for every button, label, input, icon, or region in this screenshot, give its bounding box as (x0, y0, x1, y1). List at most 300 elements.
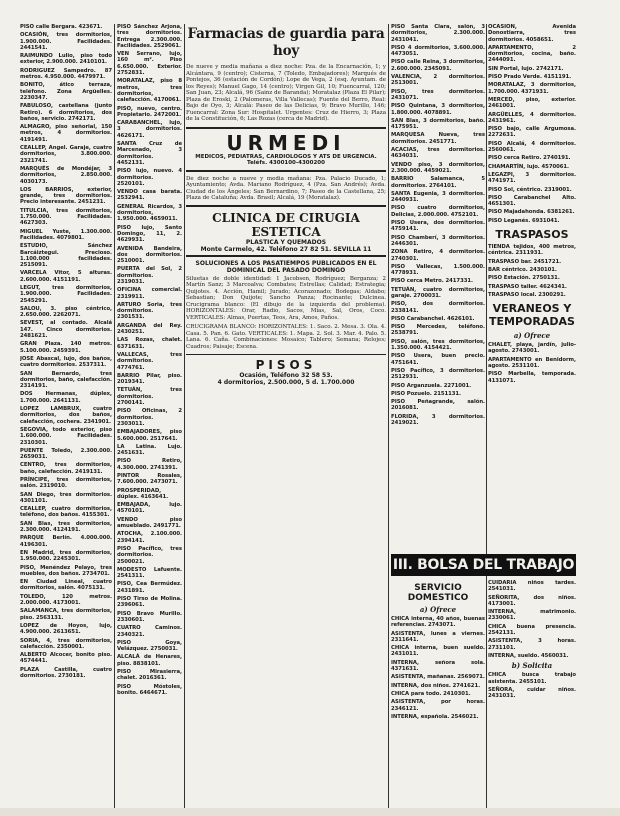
classified-ad (488, 609, 576, 622)
classified-ad (488, 97, 576, 110)
classified-ad (391, 399, 485, 412)
ad-keyword: LOPEZ de Hoyos, lujo, 4.900.000. 2613651. (20, 622, 112, 636)
classified-ad (117, 625, 182, 638)
classified-ad (117, 488, 182, 501)
ad-keyword: SIN Portal, lujo. 2742171. (488, 65, 564, 72)
classified-ad (391, 691, 485, 697)
ad-keyword: PISO 4 dormitorios, 3.600.000. 4473051. (391, 44, 485, 58)
ad-keyword: SORIA, 4, tres dormitorios, calefacción. 2350001. (20, 637, 112, 650)
ad-keyword: SAN Bernardo, tres dormitorios, baño, calefacción. 2314191. (20, 370, 112, 390)
ad-keyword: PISO cerca Retiro. 2740191. (488, 155, 571, 162)
classified-column-4 (391, 24, 485, 548)
ad-keyword: LOS BARRIOS, exterior, grande, tres dormitorios. Precio interesante. 2451231. (20, 186, 112, 206)
classified-ad (391, 249, 485, 262)
classified-ad (391, 132, 485, 145)
ad-keyword: TITULCIA, tres dormitorios, 1.750.000. Facilidades. 4627303. (20, 207, 112, 227)
ad-keyword: TIENDA tejidos, 400 metros, céntrica. 2311931. (488, 244, 576, 257)
ad-keyword: APARTAMENTO, 2 dormitorios, cocina, baño. 2444091. (488, 44, 576, 64)
ad-keyword: GENERAL Ricardos, 3 dormitorios, 1.950.000. 4659011. (117, 203, 182, 223)
ad-keyword: SAN Diego, tres dormitorios. 4301101. (20, 491, 112, 504)
ad-keyword: ALCALÁ de Henares, piso. 8838101. (117, 654, 182, 667)
classified-ad (488, 292, 576, 298)
classified-ad (488, 45, 576, 64)
classified-ad (117, 502, 182, 515)
classified-ad (117, 429, 182, 442)
classified-ad (391, 235, 485, 248)
ad-keyword: TRASPASO local. 2300291. (488, 291, 566, 298)
classified-ad (20, 579, 112, 592)
ad-keyword: OCASIÓN, tres dormitorios, 1.900.000. Facilidades. 2441541. (20, 32, 112, 51)
ad-keyword: CENTRO, tres dormitorios, baño, calefacción. 2419131. (20, 462, 112, 475)
classified-ad (20, 243, 112, 268)
ad-keyword: PISO cuatro dormitorios, Delicias, 2.000.000. 4752101. (391, 205, 485, 218)
urmedi-subtitle: MEDICOS, PEDIATRAS, CARDIOLOGOS Y ATS DE URGENCIA. Teléfs. 4300100-4300200 (195, 153, 377, 167)
classified-ad (20, 427, 112, 446)
classified-ad (117, 225, 182, 244)
ad-keyword: EMBAJADORES, piso 5.600.000. 2517641. (117, 429, 182, 442)
ad-keyword: FABULOSO, castellana (junto Retiro). 6 dormitorios, dos baños, servicio. 2742171. (20, 103, 112, 122)
ad-keyword: SALAMANCA, tres dormitorios, piso. 2563131. (20, 608, 112, 621)
servicio-column-2 (488, 580, 576, 808)
classified-ad (488, 595, 576, 608)
classified-ad (117, 141, 182, 166)
ad-keyword: ALBERTO Alcocer, bonito piso. 4574441. (20, 652, 112, 665)
classified-ad (117, 408, 182, 427)
ad-keyword: TOLEDO, 120 metros. 2.000.000. 4173001. (20, 593, 112, 607)
classified-ad (488, 218, 576, 224)
classified-ad (488, 638, 576, 651)
servicio-list-2 (488, 580, 576, 659)
ad-keyword: RODRIGUEZ Sampedro. 87 metros. 4.950.000. 4479971. (20, 67, 112, 81)
ad-keyword: MERCED, piso, exterior. 2461001. (488, 96, 576, 110)
ad-keyword: CHAMARTÍN, lujo. 4570061. (488, 163, 569, 170)
classified-ad (117, 204, 182, 223)
classified-ad (117, 444, 182, 457)
servicio-title: SERVICIO DOMESTICO (407, 583, 469, 603)
ad-keyword: BONITO, ático terraza, teléfono. Zona Argüelles. 2230347. (20, 82, 112, 101)
ad-keyword: PISO Santa Clara, salón, 3 dormitorios, 2.300.000. 2431041. (391, 24, 485, 43)
ad-keyword: LEGAZPI, 3 dormitorios. 4741971. (488, 171, 576, 185)
ad-keyword: ATOCHA, 2.100.000. 2394141. (117, 531, 182, 544)
ad-keyword: PISO, dos dormitorios. 2338141. (391, 301, 485, 314)
urmedi-title: URMEDI (226, 130, 346, 155)
classified-ad (20, 462, 112, 475)
ad-keyword: PISO Usera, dos dormitorios. 4759141. (391, 220, 485, 233)
classified-ad (117, 287, 182, 300)
veraneos-title: VERANEOS Y TEMPORADAS (489, 302, 575, 329)
ad-keyword: CHICA busca trabajo asistenta. 2455101. (488, 672, 576, 685)
classified-ad (117, 640, 182, 653)
classified-ad (117, 669, 182, 682)
classified-ad (117, 684, 182, 697)
ad-keyword: VEN Serrano, lujo, 160 m². Piso 6.650.000. Exterior. 2752831. (117, 51, 182, 77)
classified-ad (488, 24, 576, 43)
ad-keyword: PISO calle Reina, 3 dormitorios, 2.600.000. 2345091. (391, 59, 485, 72)
clinic-ad (186, 205, 386, 257)
classified-ad (117, 352, 182, 371)
veraneos-list (488, 342, 576, 384)
column-rule (184, 24, 185, 808)
classified-ad (488, 66, 576, 72)
classified-ad (117, 387, 182, 406)
classified-ad (20, 356, 112, 369)
ad-keyword: PISO, tres dormitorios. 2431071. (391, 88, 485, 101)
ad-keyword: ALMAGRO, piso señorial, 150 metros, 4 dormitorios. 4191491. (20, 124, 112, 143)
classified-ad (391, 645, 485, 658)
classified-ad (488, 653, 576, 659)
ad-keyword: PROSPERIDAD, dúplex. 4163641. (117, 487, 169, 500)
classified-ad (488, 259, 576, 265)
ad-keyword: CHICA interna, 40 años, buenas referencias. 2743071. (391, 616, 485, 629)
urmedi-text: De diez noche a nueve y media mañana: Pza. Palacio Ducado, 1; Ayuntamiento; Avda. Mariano Rodríguez, 4 (Pza. San Andrés); Avda. Ciudad de los Ángeles; San Bernardino, 7; Paseo de la Castellana, 25; Plaza de Cataluña; Avda. Brasil; Alcalá, 19 (Moratalaz). (186, 175, 386, 202)
classified-ad (20, 187, 112, 206)
classified-ad (391, 176, 485, 189)
classified-ad (391, 162, 485, 175)
ad-keyword: PISO Vallecas, 1.500.000. 4778931. (391, 263, 485, 277)
ad-keyword: LOPEZ LAMBRUX, cuatro dormitorios, dos baños, calefacción, cochera. 2341901. (20, 406, 112, 425)
classified-ad (117, 51, 182, 76)
ad-keyword: BAR céntrico. 2430101. (488, 266, 557, 273)
classified-ad (391, 278, 485, 284)
classified-ad (391, 353, 485, 366)
ad-keyword: SEGOVIA, todo exterior, piso 1.600.000. Facilidades. 2310301. (20, 426, 112, 446)
ad-keyword: LA Latina. Lujo. 2451631. (117, 443, 182, 457)
ad-keyword: INTERNA, sueldo. 4560031. (488, 652, 569, 659)
classified-ad (391, 205, 485, 218)
classified-ad (117, 246, 182, 265)
classified-ad (20, 166, 112, 185)
ad-keyword: PISO Alcalá, 4 dormitorios. 2560061. (488, 140, 576, 154)
column-rule (388, 24, 389, 808)
pisos-line-2: 4 dormitorios, 2.500.000, 5 d. 1.700.000 (217, 379, 355, 387)
servicio-list (391, 616, 485, 720)
pisos-title: PISOS (186, 354, 386, 372)
ad-keyword: SEÑORITA, dos niños. 4173001. (488, 594, 576, 607)
ad-keyword: PISO Sol, céntrico. 2319001. (488, 186, 572, 193)
classified-ad (391, 391, 485, 397)
classified-ad (391, 383, 485, 389)
classified-ad (488, 172, 576, 185)
classified-ad (117, 596, 182, 609)
ad-keyword: LEGUT, tres dormitorios, 1.900.000. Facilidades. 2545291. (20, 284, 112, 304)
ad-keyword: PISO Móstoles, bonito. 6464671. (117, 683, 182, 696)
ad-keyword: MIGUEL Yuste, 1.300.000. Facilidades. 4079801. (20, 228, 112, 241)
ad-keyword: CHALET, playa, jardín, julio-agosto. 2743001. (488, 342, 576, 355)
classified-ad (391, 118, 485, 131)
classified-ad (391, 301, 485, 314)
pharmacies-title: Farmacias de guardia para hoy (187, 26, 385, 59)
classified-ad (391, 414, 485, 427)
ad-keyword: PISO Prado Verde. 4151191. (488, 74, 572, 81)
ad-keyword: GRAN Plaza. 140 metros. 5.100.000. 2459391. (20, 341, 112, 354)
ad-keyword: PISO Pacífico, tres dormitorios. 2500021. (117, 545, 182, 565)
ad-keyword: SALOU, 3. piso céntrico, 2.650.000. 2262071. (20, 305, 112, 319)
classified-ad (488, 112, 576, 125)
classified-ad (20, 652, 112, 665)
classified-ad (20, 565, 112, 578)
classified-ad (20, 306, 112, 319)
ad-keyword: ESTUDIO, Sánchez Barcáiztegui. Precioso. 1.100.000 facilidades. 2515091. (20, 243, 112, 269)
ad-keyword: VENDO piso amueblado. 2491771. (117, 516, 182, 530)
clinic-address: Monte Carmelo, 42. Teléfono 27 82 51. SEVILLA 11 (200, 245, 372, 253)
classified-ad (488, 74, 576, 80)
classified-ad (20, 320, 112, 339)
column-rule (486, 24, 487, 808)
classified-ad (391, 45, 485, 58)
ad-keyword: INTERNA, dos niños. 2741621. (391, 682, 481, 689)
classified-ad (20, 24, 112, 30)
classified-ad (20, 448, 112, 461)
ad-keyword: DOS Hermanas, dúplex, 1.700.000. 2641131. (20, 391, 112, 404)
ad-keyword: OCASIÓN, Avenida Donostiarra, tres dormitorios. 4058651. (488, 24, 576, 43)
ad-keyword: PISO Sánchez Arjona, tres dormitorios. Entrega 2.300.000. Facilidades. 2529061. (117, 24, 182, 49)
ad-keyword: JOSE Abascal, lujo, dos baños, cuatro dormitorios. 2537311. (20, 355, 112, 369)
ad-keyword: EMBAJADA, lujo. 4570101. (117, 502, 182, 515)
classified-ad (20, 68, 112, 81)
classified-ad (20, 638, 112, 651)
ad-keyword: SEÑORA, cuidar niños. 2431031. (488, 686, 576, 700)
ad-keyword: MORATALAZ, 3 dormitorios, 1.700.000. 4371931. (488, 82, 576, 95)
ad-keyword: MARQUÉS de Mondéjar, 3 dormitorios, 2.850.000. 4030173. (20, 165, 112, 185)
classified-ad (20, 406, 112, 425)
classified-ad (391, 631, 485, 644)
classified-ad (391, 616, 485, 629)
classified-ad (391, 714, 485, 720)
classified-ad (20, 82, 112, 101)
ad-keyword: OFICINA comercial. 2319911. (117, 287, 182, 300)
ad-keyword: PISO Estación. 2750131. (488, 275, 560, 282)
classified-ad (488, 267, 576, 273)
classified-ad (391, 220, 485, 233)
classified-ad (117, 581, 182, 594)
solicita-list (488, 672, 576, 699)
classified-ad (488, 357, 576, 370)
classified-column-5 (488, 24, 576, 548)
ad-keyword: ASISTENTA, lunes a viernes. 2311641. (391, 630, 485, 643)
classified-ad (20, 270, 112, 283)
ad-keyword: PISO Oficinas, 2 dormitorios. 2303011. (117, 408, 182, 427)
ad-keyword: APARTAMENTO en Benidorm, agosto. 2531101. (488, 356, 576, 369)
classified-ad (20, 391, 112, 404)
classified-ad (391, 368, 485, 381)
ad-keyword: PISO, Cea Bermúdez. 2431891. (117, 581, 182, 594)
ad-keyword: PISO Quintana, 3 dormitorios, 1.800.000. 4078891. (391, 103, 485, 116)
ad-keyword: PISO Leganés. 6931041. (488, 217, 560, 224)
servicio-column (391, 580, 485, 808)
classified-ad (117, 106, 182, 119)
ad-keyword: ASISTENTA, por horas. 2346121. (391, 699, 485, 712)
classified-column-1 (20, 24, 112, 808)
ad-keyword: BARRIO Salamanca, 5 dormitorios. 2764101. (391, 176, 485, 189)
column-rule (114, 24, 115, 808)
traspasos-list (488, 244, 576, 298)
classified-ad (391, 264, 485, 277)
ad-keyword: PISO Mercedes, teléfono. 2538791. (391, 324, 485, 337)
ad-keyword: SANTA Cruz de Marcenado, 3 dormitorios. 4452131. (117, 141, 182, 166)
classified-ad (391, 24, 485, 43)
urmedi-ad (186, 127, 386, 172)
ad-keyword: PISO Tirso de Molina. 2396061. (117, 596, 182, 609)
classified-ad (117, 24, 182, 49)
ad-keyword: INTERNA, española. 2546021. (391, 713, 479, 720)
ad-keyword: ASISTENTA, mañanas. 2569071. (391, 674, 485, 681)
ad-keyword: PISO Chamberí, 3 dormitorios. 2446301. (391, 234, 485, 247)
classified-ad (488, 141, 576, 154)
pisos-line-1: Ocasión, Teléfono 32 58 53. (239, 372, 333, 380)
ad-keyword: BARRIO Pilar, piso. 2019341. (117, 372, 182, 386)
classified-ad (488, 195, 576, 208)
solicita-subtitle: b) Solicita (511, 661, 553, 671)
ad-keyword: PISO Mirasierra, chalet. 2016361. (117, 669, 182, 682)
clinic-title: CLINICA DE CIRUGIA ESTETICA (212, 210, 360, 239)
classified-ad (117, 266, 182, 285)
classified-ad (488, 164, 576, 170)
classified-ad (117, 531, 182, 544)
classified-ad (117, 611, 182, 624)
ad-keyword: TRASPASO taller. 4624341. (488, 283, 567, 290)
classified-ad (117, 458, 182, 471)
classified-ad (20, 535, 112, 548)
right2-list (488, 24, 576, 224)
ad-keyword: ARGÜELLES, 4 dormitorios. 2431961. (488, 111, 576, 124)
ad-keyword: CHICA interna, buen sueldo. 2431011. (391, 645, 485, 658)
classified-ad (117, 517, 182, 530)
classified-ad (391, 316, 485, 322)
crossword-text: CRUCIGRAMA BLANCO: HORIZONTALES: 1. Saco. 2. Mesa. 3. Ola. 4. Casa. 5. Pan. 6. Gato. VERTICALES: 1. Mapa. 2. Sol. 3. Mar. 4. Palo. 5. Lana. 6. Caña. Combinaciones: Mosaico; Tablero; Semana; Relojes; Cuadros; Paisaje; Escena. (186, 324, 386, 350)
ad-keyword: ARTURO Soria, tres dormitorios. 2301531. (117, 301, 182, 321)
ad-keyword: SEVEST, al contado. Alcalá 147. Cinco dormitorios. 2481621. (20, 320, 112, 340)
classified-ad (117, 373, 182, 386)
classified-ad (20, 550, 112, 563)
classified-ad (20, 506, 112, 519)
ad-keyword: EN Madrid, tres dormitorios, 1.950.000. 2245301. (20, 549, 112, 563)
classified-ad (117, 654, 182, 667)
ad-keyword: TETUÁN, tres dormitorios. 2700141. (117, 387, 182, 407)
page-edge (0, 808, 620, 816)
classified-column-2 (117, 24, 182, 808)
classified-ad (488, 275, 576, 281)
classified-ad (391, 674, 485, 680)
ad-keyword: PLAZA Castilla, cuatro dormitorios. 2730181. (20, 666, 112, 680)
ad-keyword: PRÍNCIPE, tres dormitorios, salón. 2319010. (20, 477, 112, 490)
classified-ad (117, 337, 182, 350)
classified-ad (391, 103, 485, 116)
ad-keyword: PISO Pozuelo. 2151131. (391, 390, 462, 397)
ad-keyword: PISO Goya, Velázquez. 2750031. (117, 639, 182, 653)
ad-keyword: VENDO casa barata. 2532941. (117, 189, 182, 202)
classified-ad (391, 683, 485, 689)
ad-keyword: ZONA Retiro, 4 dormitorios. 2740301. (391, 249, 485, 262)
ad-keyword: AVENIDA Bandeira, dos dormitorios. 2510001. (117, 245, 182, 265)
classified-ad (20, 124, 112, 143)
ad-keyword: PISO Carabanchel Alto. 4651301. (488, 194, 576, 208)
classified-ad (488, 342, 576, 355)
ad-keyword: PISO, salón, tres dormitorios, 1.350.000. 4154421. (391, 338, 485, 352)
classified-ad (117, 546, 182, 565)
veraneos-subtitle: a) Ofrece (513, 331, 551, 341)
ad-keyword: SAN Blas, 3 dormitorios, baño. 4175951. (391, 117, 485, 131)
classified-ad (117, 189, 182, 202)
classified-ad (391, 699, 485, 712)
classified-ad (20, 103, 112, 122)
classified-ad (20, 32, 112, 51)
ad-keyword: PINTOR Rosales, 7.600.000. 2473071. (117, 473, 182, 486)
classified-ad (391, 191, 485, 204)
classified-ad (20, 608, 112, 621)
classified-ad (117, 473, 182, 486)
classified-ad (488, 209, 576, 215)
ad-keyword: CUIDARÍA niños tardes. 2541031. (488, 580, 576, 593)
ad-keyword: MARQUESA Nueva, tres dormitorios. 2451771. (391, 132, 485, 145)
classified-ad (488, 155, 576, 161)
ad-keyword: MODESTO Lafuente. 2541311. (117, 566, 182, 580)
classified-ad (391, 147, 485, 160)
classified-ad (391, 660, 485, 673)
classified-ad (488, 624, 576, 637)
classified-ad (117, 567, 182, 580)
ad-keyword: PUERTA del Sol, 2 dormitorios. 2319031. (117, 266, 182, 285)
classified-ad (20, 623, 112, 636)
classified-ad (117, 323, 182, 336)
ad-keyword: PISO Peñagrande, salón. 2016081. (391, 399, 485, 412)
classified-ad (20, 285, 112, 304)
ad-keyword: VALLECAS, tres dormitorios. 4774761. (117, 351, 182, 371)
classified-ad (20, 594, 112, 607)
ad-keyword: CEALLEP, Angel. Garaje, cuatro dormitorios, 3.800.000. 2321741. (20, 145, 112, 164)
bolsa-section (391, 550, 576, 580)
ad-keyword: INTERNA, matrimonio. 2330061. (488, 609, 576, 622)
classified-ad (488, 672, 576, 685)
clinic-subtitle: PLASTICA Y QUEMADOS (245, 238, 327, 246)
ad-keyword: PISO Usera, buen precio. 4751641. (391, 353, 485, 366)
ad-keyword: CARABANCHEL, lujo, 3 dormitorios. 4626171. (117, 120, 182, 139)
classified-ad (117, 168, 182, 187)
ad-keyword: VARCELA Vitor, 5 alturas. 2.600.000. 4151191. (20, 270, 112, 283)
ad-keyword: PISO Pacífico, 3 dormitorios. 2512931. (391, 367, 485, 381)
servicio-subtitle: a) Ofrece (419, 605, 457, 614)
ad-keyword: VENDO piso, 3 dormitorios, 2.300.000. 4459021. (391, 161, 485, 174)
classified-ad (20, 477, 112, 490)
classified-ad (20, 341, 112, 354)
ad-keyword: EN Ciudad Lineal, cuatro dormitorios, salón. 4075131. (20, 579, 112, 592)
ad-keyword: CHICA para todo. 2410301. (391, 690, 471, 697)
ad-keyword: LAS Rozas, chalet. 6371631. (117, 337, 182, 350)
ad-keyword: TETUÁN, cuatro dormitorios, garaje. 2700031. (391, 286, 485, 299)
ad-keyword: PISO Arganzuela. 2271001. (391, 382, 472, 389)
ad-keyword: PISO lujo, nuevo. 4 dormitorios. 2520101. (117, 168, 182, 187)
classified-ad (391, 339, 485, 352)
classified-ad (391, 324, 485, 337)
classified-ad (20, 229, 112, 242)
pharmacies-text: De nueve y media mañana a diez noche: Pza. de la Encarnación, 1; y Alcántara, 9 (centro); Cisterna, 7 (Toledo, Embajadores); Marqués de Pontejos, 36 (estación de Cordón); Lope de Vega, 2 (esq. Ayuntam. de los Reyes); Manuel Gago, 14 (centro); Virgen Gil, 10; Fuencarral, 120; San Juan, 23; Alcalá, 96 (Sainz de Baranda); Moratalaz (Plaza El Pilar); Plaza de Eroski, 2 (Palomeras, Villa Vallecas); Fuente del Berro, Real: Bajo de Oyo, 3; Alcalá: Paseo de las Delicias, 9; Bravo Murillo, 146; Fuencarral: Zona Sur: Hospitalet. Urgentes: Cruz de Hierro, 3; Plaza de la Constitución, 6; Las Rozas (cerca de Madrid). (186, 64, 386, 122)
ad-keyword: PISO Retiro, 4.300.000. 2741391. (117, 458, 182, 471)
ad-keyword: FLORIDA, 3 dormitorios. 2419021. (391, 413, 485, 427)
classified-ad (488, 82, 576, 95)
classified-ad (20, 492, 112, 505)
solutions-heading: SOLUCIONES A LOS PASATIEMPOS PUBLICADOS EN EL DOMINICAL DEL PASADO DOMINGO (195, 259, 377, 274)
ad-keyword: PISO bajo, calle Argumosa. 2272631. (488, 126, 576, 139)
ad-keyword: CEALLEP, cuatro dormitorios, teléfono, dos baños. 4155301. (20, 506, 112, 519)
ad-keyword: PISO, nuevo, centro. Propietario. 2472001. (117, 105, 182, 118)
classified-ad (117, 302, 182, 321)
ad-keyword: TRASPASO bar. 2451721. (488, 258, 562, 265)
classified-ad (20, 208, 112, 227)
ad-keyword: PUENTE Toledo, 2.300.000. 2659031. (20, 447, 112, 461)
classified-ad (488, 126, 576, 139)
classified-ad (488, 580, 576, 593)
ad-keyword: MORATALAZ, piso 8 metros, tres dormitorios, calefacción. 4170061. (117, 78, 182, 104)
classified-ad (117, 120, 182, 139)
